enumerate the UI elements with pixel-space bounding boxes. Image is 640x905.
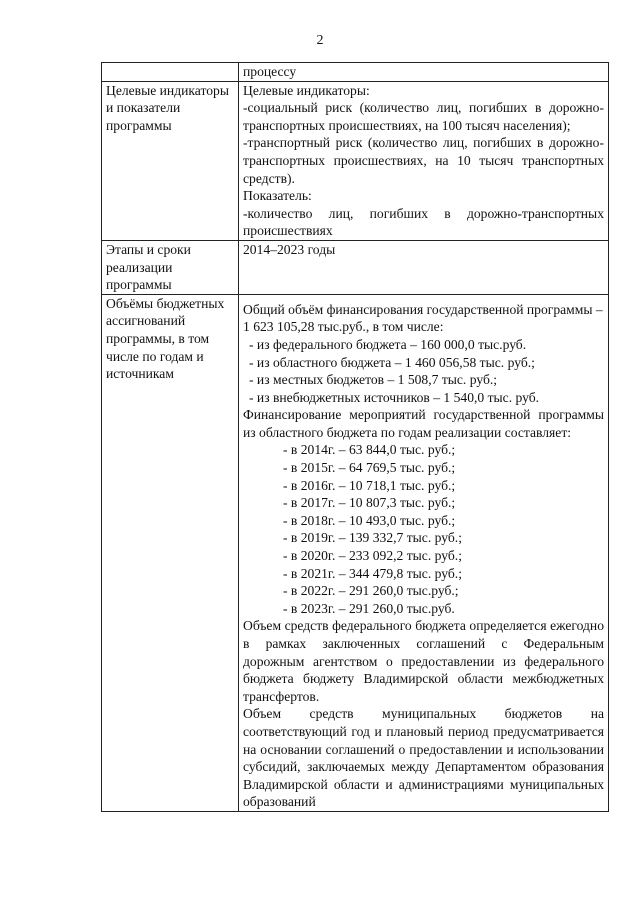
list-item: - в 2023г. – 291 260,0 тыс.руб. [283, 600, 455, 616]
table-row-stages [102, 240, 609, 294]
row-label-stages: Этапы и сроки реализации программы [102, 240, 239, 294]
list-item: - в 2017г. – 10 807,3 тыс. руб.; [283, 495, 456, 511]
funding-content [239, 294, 609, 811]
row-label-empty [102, 63, 239, 82]
municipal-budget-note: Объем средств муниципальных бюджетов на соответствующий год и плановый период предусматривается на основании соглашений о предоставлении и использовании субсидий, заключаемых между Департаментом образования Владимирской области и администрациями муниципальных образований [243, 706, 604, 810]
regional-funding-intro: Финансирование мероприятий государственной программы из областного бюджета по годам реализации составляет: [243, 407, 604, 440]
funding-source: - из местных бюджетов – 1 508,7 тыс. руб.; [249, 372, 498, 388]
list-item: - в 2014г. – 63 844,0 тыс. руб.; [283, 442, 456, 458]
table-row-indicators [102, 81, 609, 240]
list-item: - в 2020г. – 233 092,2 тыс. руб.; [283, 548, 462, 564]
yearly-funding-list [243, 441, 604, 617]
row-label-funding: Объёмы бюджетных ассигнований программы, в том числе по годам и источникам [102, 294, 239, 811]
list-item: - в 2019г. – 139 332,7 тыс. руб.; [283, 530, 462, 546]
table-row-funding [102, 294, 609, 811]
list-item: - в 2021г. – 344 479,8 тыс. руб.; [283, 565, 462, 581]
list-item: - в 2018г. – 10 493,0 тыс. руб.; [283, 512, 456, 528]
list-item: - в 2022г. – 291 260,0 тыс.руб.; [283, 583, 459, 599]
indicators-content [239, 81, 609, 240]
funding-total: Общий объём финансирования государственной программы – 1 623 105,28 тыс.руб., в том числе: [243, 301, 603, 335]
transport-risk-text: -транспортный риск (количество лиц, погибших в дорожно-транспортных происшествиях, на 10 тысяч транспортных средств). [243, 135, 604, 186]
table-row-continuation [102, 63, 609, 82]
funding-source: - из внебюджетных источников – 1 540,0 тыс. руб. [249, 389, 540, 405]
continuation-text: процессу [239, 63, 609, 82]
list-item: - в 2015г. – 64 769,5 тыс. руб.; [283, 460, 456, 476]
page-number: 2 [316, 33, 324, 48]
funding-source: - из областного бюджета – 1 460 056,58 тыс. руб.; [249, 354, 535, 370]
stages-value: 2014–2023 годы [239, 240, 609, 294]
social-risk-text: -социальный риск (количество лиц, погибших в дорожно-транспортных происшествиях, на 100 тысяч населения); [243, 100, 604, 133]
row-label-indicators: Целевые индикаторы и показатели программы [102, 81, 239, 240]
program-passport-table [101, 62, 609, 812]
federal-budget-note: Объем средств федерального бюджета определяется ежегодно в рамках заключенных соглашений с Федеральным дорожным агентством о предоставлении из федерального бюджета бюджету Владимирской области межбюджетных трансфертов. [243, 618, 604, 704]
indicators-heading: Целевые индикаторы: [243, 82, 370, 98]
indicator-heading: Показатель: [243, 188, 312, 204]
indicator-text: -количество лиц, погибших в дорожно-транспортных происшествиях [243, 205, 604, 239]
list-item: - в 2016г. – 10 718,1 тыс. руб.; [283, 477, 456, 493]
funding-source: - из федерального бюджета – 160 000,0 тыс.руб. [249, 336, 527, 352]
